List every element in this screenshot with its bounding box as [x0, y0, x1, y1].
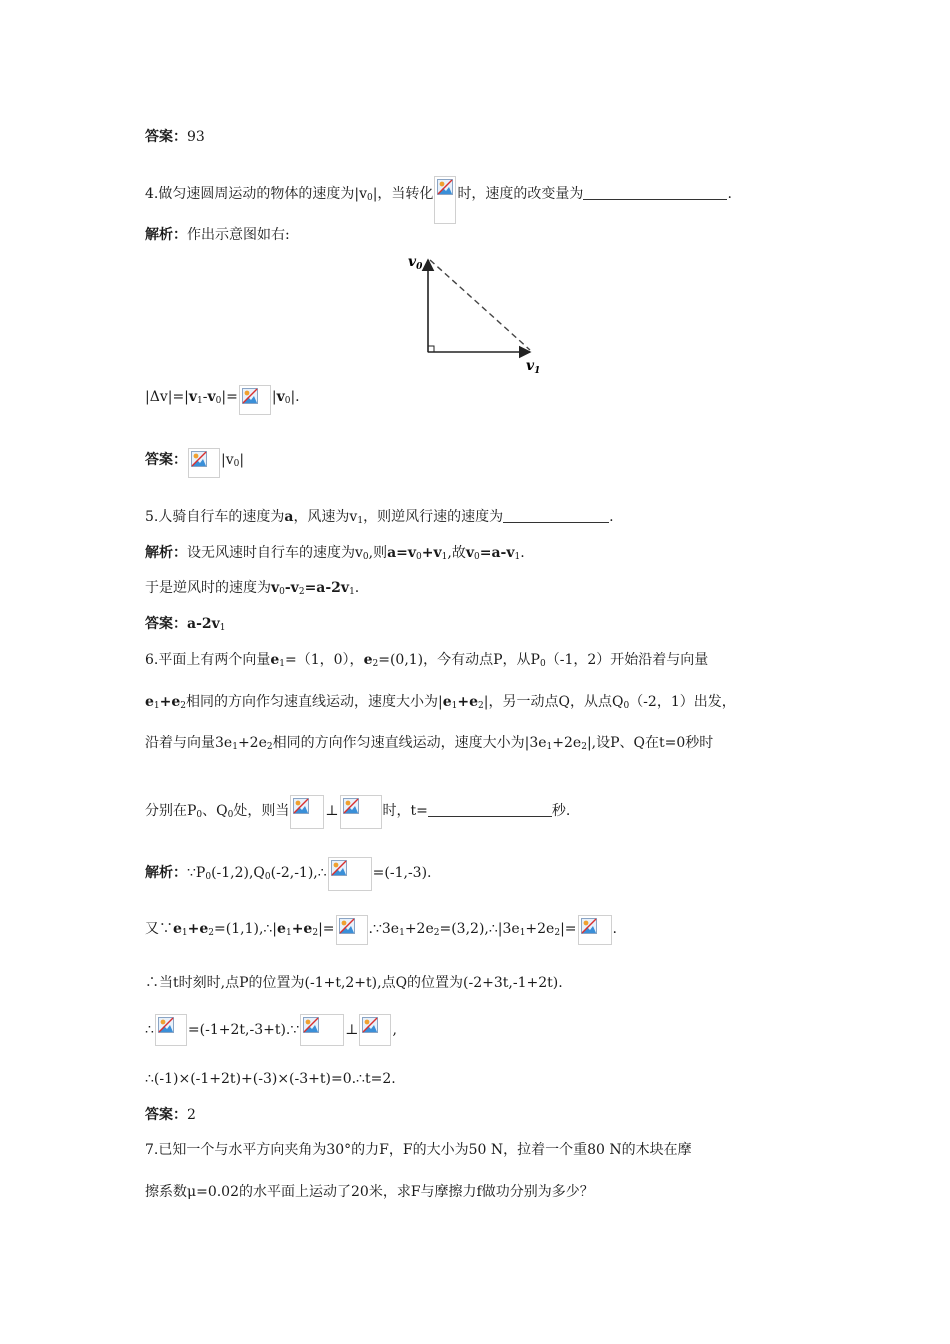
broken-image-icon	[359, 1014, 391, 1046]
broken-image-icon	[188, 448, 220, 478]
answer-blank	[583, 185, 727, 200]
q6-analysis-3: ∴当t时刻时,点P的位置为(-1+t,2+t),点Q的位置为(-2+3t,-1+2t).	[145, 975, 563, 991]
vector-diagram	[400, 248, 550, 378]
right-angle-mark	[428, 346, 434, 352]
q6-analysis-4: ∴ =(-1+2t,-3+t).∵ ⊥ ,	[145, 1014, 397, 1046]
answer-value: 93	[187, 129, 205, 145]
q5-analysis: 解析：设无风速时自行车的速度为$v_0$,则$a=v_0+v_1$,故$v_0=a-v_1$.	[145, 545, 525, 562]
answer-blank	[428, 802, 552, 817]
answer-blank	[503, 508, 609, 523]
q5-question: 5.人骑自行车的速度为a，风速为$v_1$，则逆风行速的速度为 .	[145, 509, 614, 526]
q5-analysis-2: 于是逆风时的速度为$v_0-v_2=a-2v_1$.	[145, 580, 360, 597]
broken-image-icon	[300, 1014, 344, 1046]
q5-answer: 答案：$a-2v_1$	[145, 616, 226, 633]
answer-label: 答案：	[145, 129, 187, 145]
q4-answer: 答案： $|v_0|$	[145, 448, 244, 478]
q6-answer: 答案：2	[145, 1107, 196, 1123]
q6-analysis-5: ∴(-1)×(-1+2t)+(-3)×(-3+t)=0.∴t=2.	[145, 1071, 396, 1087]
broken-image-icon	[328, 857, 372, 891]
broken-image-icon	[336, 915, 368, 945]
broken-image-icon	[290, 795, 324, 829]
broken-image-icon	[340, 795, 382, 829]
q6-question-line4: 分别在$P_0$、$Q_0$处，则当 ⊥ 时，t= 秒.	[145, 795, 570, 829]
analysis-label: 解析：	[145, 227, 187, 243]
q7-question-line1: 7.已知一个与水平方向夹角为30°的力F，F的大小为50 N，拉着一个重80 N的木块在摩	[145, 1142, 692, 1158]
q6-question-line2: $e_1+e_2$相同的方向作匀速直线运动，速度大小为$|e_1+e_2|$，另一动点Q，从点$Q_0(-2$，1）出发，	[145, 694, 736, 711]
q6-analysis-1: 解析：$\because P_0(-1,2),Q_0(-2,-1),\therefore$ =(-1,-3).	[145, 857, 432, 891]
broken-image-icon	[434, 176, 456, 224]
q6-question-line3: 沿着与向量$3e_1+2e_2$相同的方向作匀速直线运动，速度大小为$|3e_1+2e_2|$,设P、Q在t=0秒时	[145, 735, 714, 752]
q3-answer	[145, 127, 205, 147]
q4-analysis: 解析：作出示意图如右:	[145, 227, 290, 243]
q4-question: 4.做匀速圆周运动的物体的速度为$|v_0|$，当转化 时，速度的改变量为 .	[145, 176, 732, 224]
broken-image-icon	[578, 915, 612, 945]
q6-question-line1: 6.平面上有两个向量$e_1=(1$，0），$e_2=(0,1)$，今有动点P，从$P_0(-1$，2）开始沿着与向量	[145, 652, 709, 669]
v1-label: $v_1$	[526, 358, 541, 376]
broken-image-icon	[239, 385, 271, 415]
v0-label: $v_0$	[408, 254, 423, 272]
q4-calc: $|\Delta v|=|v_1-v_0|=$ $|v_0|$.	[145, 385, 300, 415]
q6-analysis-2: 又$\because e_1+e_2=(1,1),\therefore|e_1+e_2|=$ $.\because 3e_1+2e_2=(3,2),\therefore|3e_1+2e_2|=$ .	[145, 915, 617, 945]
broken-image-icon	[155, 1014, 187, 1046]
q7-question-line2: 擦系数μ=0.02的水平面上运动了20米，求F与摩擦力f做功分别为多少？	[145, 1184, 594, 1200]
delta-v-vector	[430, 260, 530, 350]
